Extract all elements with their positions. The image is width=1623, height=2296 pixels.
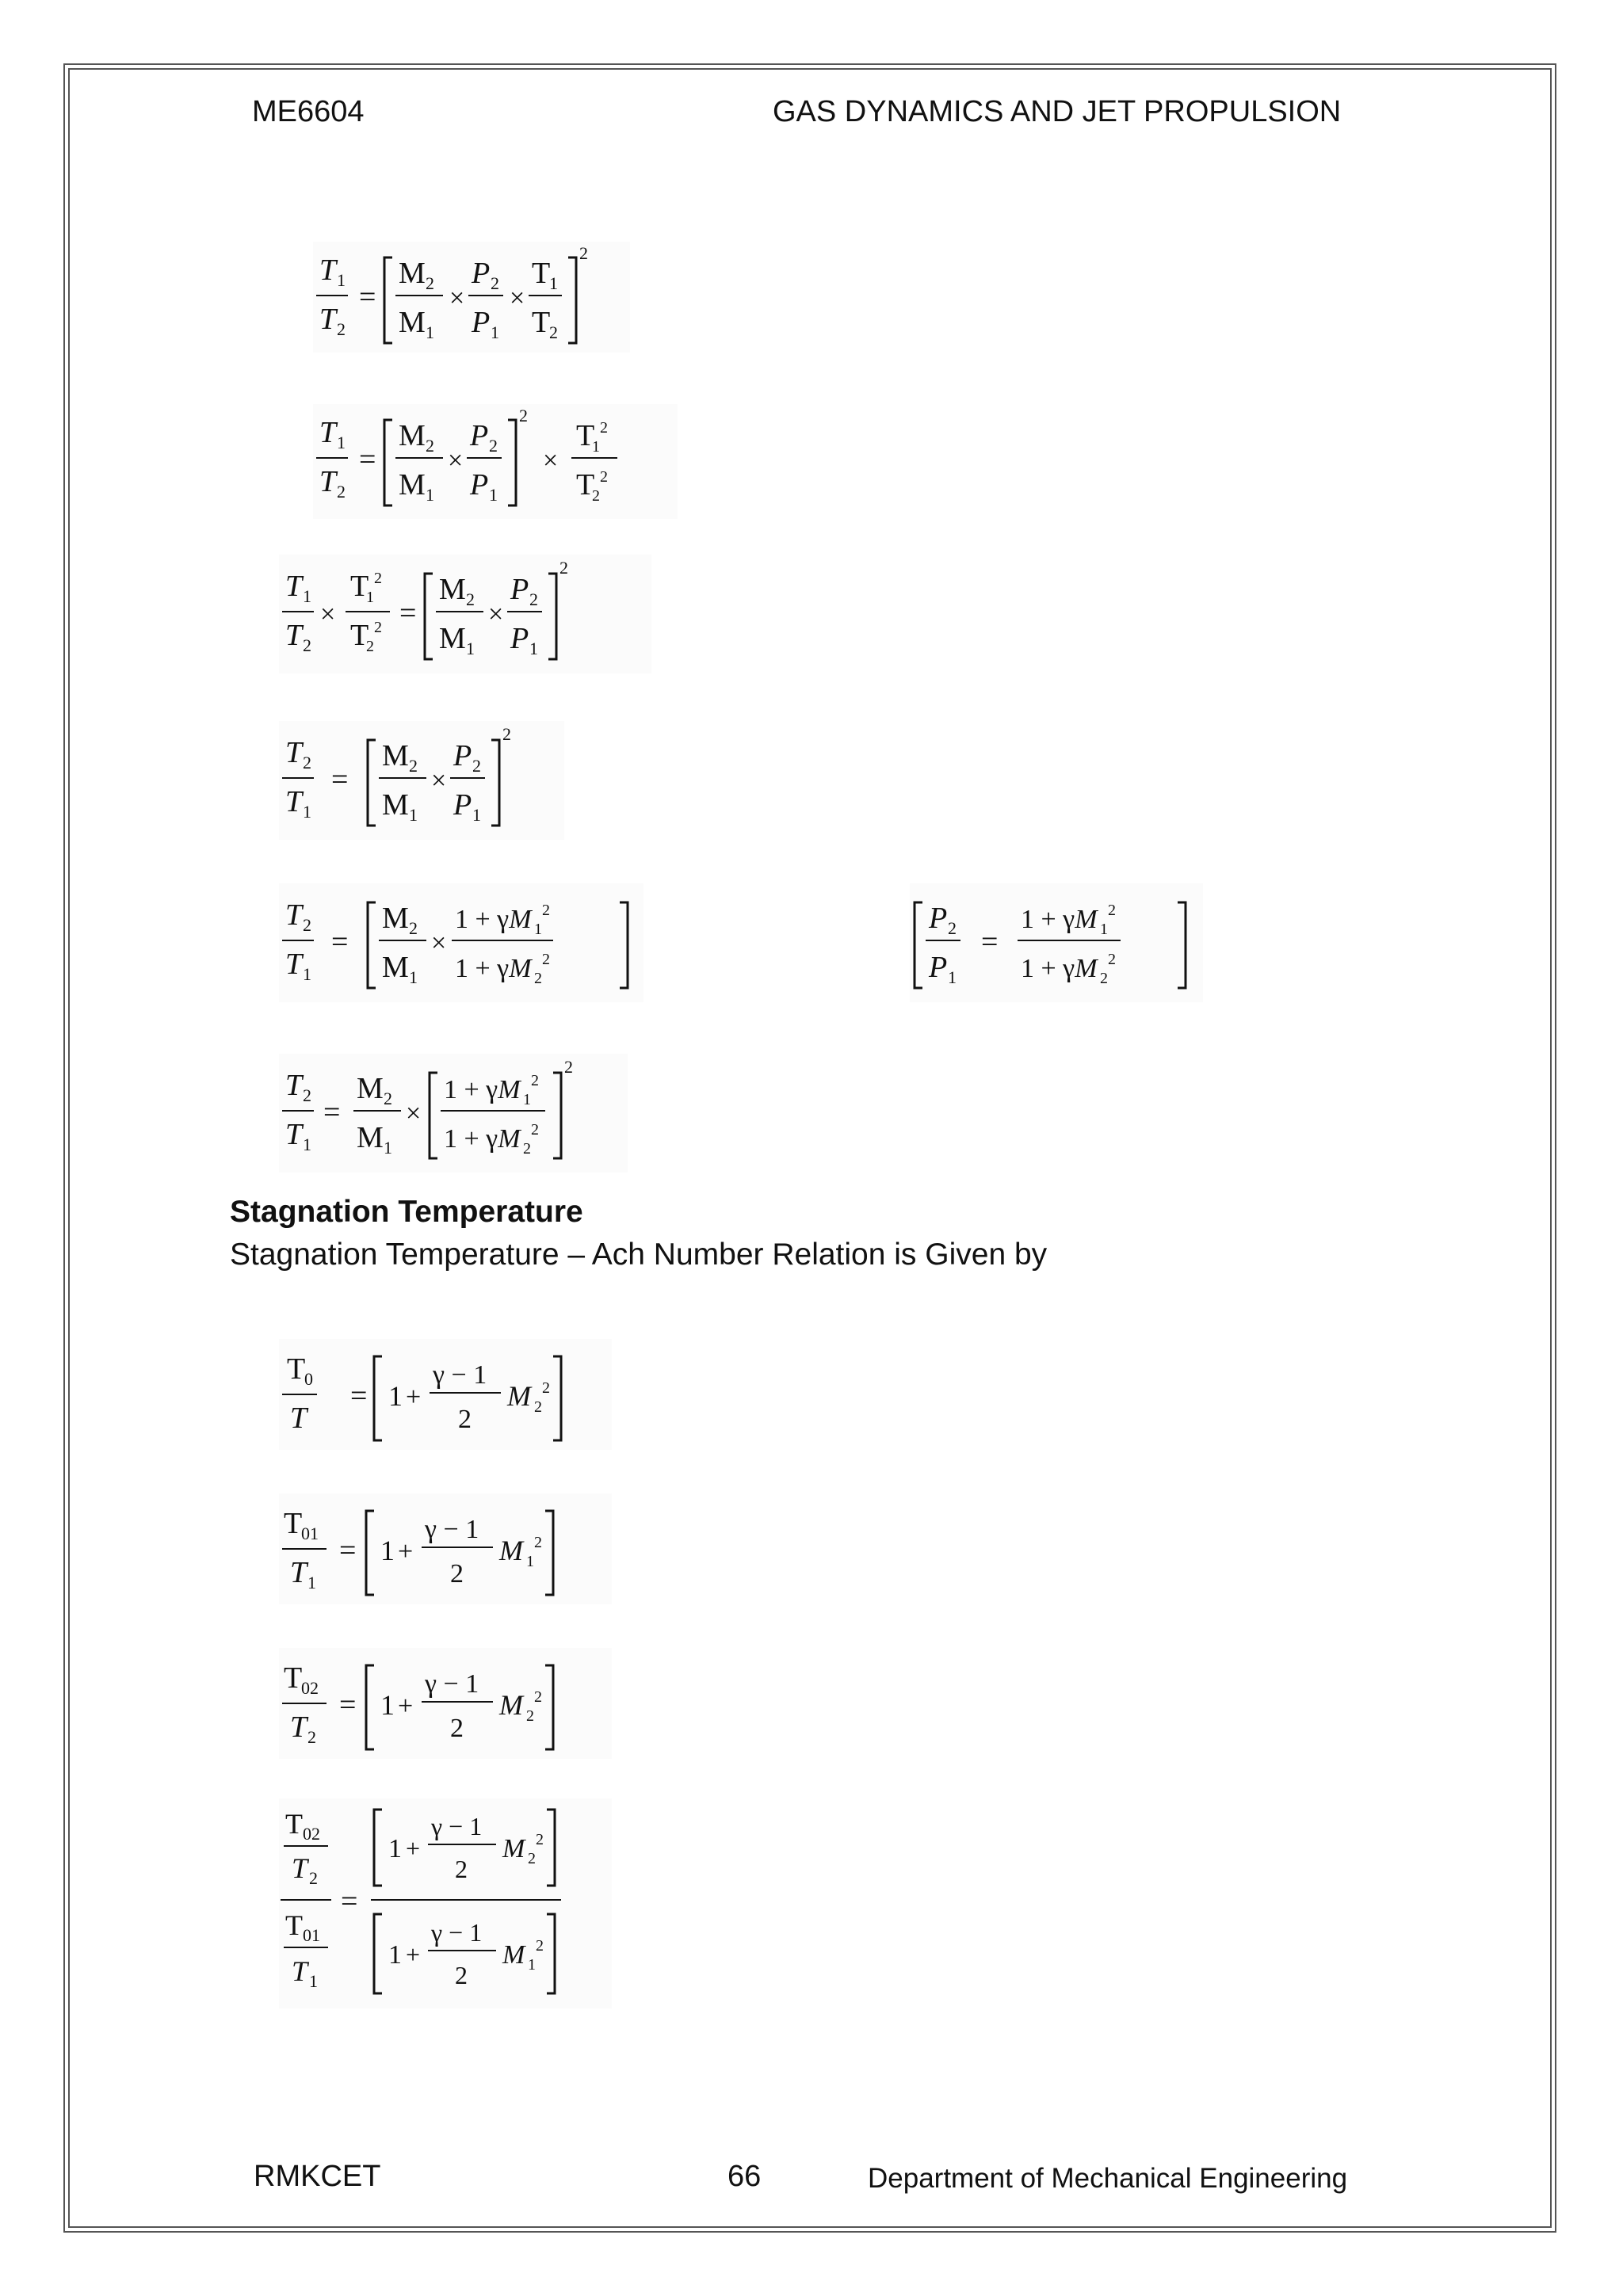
svg-text:M: M — [382, 902, 409, 935]
svg-text:2: 2 — [528, 1850, 536, 1867]
svg-text:T: T — [285, 570, 303, 603]
svg-text:T: T — [292, 1852, 308, 1884]
svg-text:1: 1 — [426, 322, 434, 342]
equation-5-pressure-ratio-svg — [910, 883, 1203, 1002]
header-course-code: ME6604 — [252, 95, 365, 128]
svg-text:=: = — [359, 443, 376, 476]
svg-text:1: 1 — [303, 586, 311, 606]
svg-text:T: T — [284, 1507, 303, 1540]
svg-text:2: 2 — [374, 570, 382, 587]
svg-text:2: 2 — [519, 406, 528, 425]
svg-text:01: 01 — [301, 1524, 319, 1543]
svg-text:T: T — [290, 1556, 307, 1589]
svg-text:2: 2 — [426, 273, 434, 293]
svg-text:M: M — [357, 1121, 384, 1154]
section-heading: Stagnation Temperature — [230, 1195, 583, 1229]
svg-text:×: × — [431, 929, 447, 958]
svg-text:=: = — [399, 597, 417, 630]
svg-text:2: 2 — [472, 756, 481, 776]
equation-9 — [279, 1648, 612, 1759]
svg-text:=: = — [981, 925, 999, 959]
equation-2 — [313, 404, 678, 519]
svg-text:2: 2 — [534, 1534, 542, 1551]
svg-text:T: T — [287, 1352, 306, 1386]
svg-text:T: T — [576, 468, 595, 502]
svg-text:P: P — [470, 468, 489, 502]
svg-text:1: 1 — [337, 433, 346, 452]
svg-text:2: 2 — [426, 436, 434, 456]
equation-5-svg — [279, 883, 643, 1002]
svg-text:1: 1 — [549, 273, 558, 293]
equation-6-svg — [279, 1054, 628, 1173]
svg-text:M: M — [399, 419, 426, 452]
svg-text:2: 2 — [549, 322, 558, 342]
svg-text:1: 1 — [409, 967, 418, 987]
svg-text:=: = — [331, 925, 349, 959]
svg-text:×: × — [431, 766, 447, 795]
svg-text:1: 1 — [529, 639, 538, 658]
equation-7 — [279, 1339, 612, 1450]
svg-text:M: M — [357, 1072, 384, 1105]
svg-text:1: 1 — [309, 1971, 318, 1991]
svg-text:1 + γM: 1 + γM — [444, 1124, 521, 1154]
svg-text:2: 2 — [534, 1398, 542, 1416]
svg-text:1: 1 — [489, 485, 498, 505]
svg-text:T: T — [292, 1955, 308, 1987]
svg-text:2: 2 — [542, 1379, 550, 1397]
svg-text:2: 2 — [534, 970, 542, 987]
svg-text:M: M — [439, 622, 466, 655]
svg-text:×: × — [510, 284, 525, 313]
svg-text:1: 1 — [523, 1091, 531, 1108]
svg-text:1: 1 — [388, 1834, 402, 1863]
equation-6 — [279, 1054, 628, 1173]
svg-text:2: 2 — [303, 1085, 311, 1105]
svg-text:2: 2 — [1108, 902, 1116, 919]
equation-3-svg — [279, 555, 651, 673]
svg-text:1 + γM: 1 + γM — [444, 1075, 521, 1104]
svg-text:2: 2 — [523, 1140, 531, 1158]
svg-text:×: × — [406, 1099, 422, 1128]
svg-text:2: 2 — [526, 1707, 534, 1725]
svg-text:1 + γM: 1 + γM — [1021, 905, 1098, 934]
svg-text:M: M — [502, 1940, 525, 1970]
svg-text:×: × — [488, 600, 504, 629]
svg-text:M: M — [507, 1380, 531, 1412]
svg-text:=: = — [339, 1534, 357, 1567]
svg-text:1: 1 — [592, 438, 600, 456]
svg-text:1: 1 — [528, 1956, 536, 1974]
svg-text:+: + — [406, 1383, 422, 1412]
svg-text:1: 1 — [307, 1573, 316, 1592]
svg-text:2: 2 — [309, 1868, 318, 1888]
svg-text:+: + — [398, 1537, 414, 1566]
svg-text:2: 2 — [491, 273, 499, 293]
svg-text:M: M — [439, 573, 466, 606]
svg-text:2: 2 — [409, 918, 418, 938]
svg-text:2: 2 — [307, 1727, 316, 1747]
svg-text:P: P — [929, 951, 948, 984]
svg-text:1: 1 — [388, 1940, 402, 1970]
svg-text:1: 1 — [337, 270, 346, 290]
svg-text:1: 1 — [303, 802, 311, 822]
section-intro-text: Stagnation Temperature – Ach Number Relation is Given by — [230, 1238, 1048, 1272]
svg-text:1 + γM: 1 + γM — [1021, 954, 1098, 983]
svg-text:T: T — [285, 619, 303, 652]
svg-text:+: + — [406, 1940, 421, 1969]
equation-1-svg — [313, 242, 630, 353]
svg-text:2: 2 — [1100, 970, 1108, 987]
svg-text:P: P — [510, 622, 529, 655]
svg-text:2: 2 — [542, 902, 550, 919]
svg-text:2: 2 — [366, 638, 374, 655]
svg-text:T: T — [576, 419, 595, 452]
svg-text:2: 2 — [531, 1072, 539, 1089]
svg-text:γ − 1: γ − 1 — [431, 1812, 483, 1840]
svg-text:=: = — [339, 1688, 357, 1722]
svg-text:M: M — [502, 1834, 525, 1863]
svg-text:1 + γM: 1 + γM — [455, 954, 532, 983]
svg-text:2: 2 — [458, 1405, 472, 1434]
footer-institution: RMKCET — [254, 2160, 381, 2193]
svg-text:1 + γM: 1 + γM — [455, 905, 532, 934]
svg-text:=: = — [331, 763, 349, 796]
svg-text:T: T — [290, 1402, 307, 1435]
svg-text:γ − 1: γ − 1 — [433, 1360, 487, 1390]
footer-page-number: 66 — [727, 2160, 762, 2193]
svg-text:P: P — [470, 419, 489, 452]
svg-text:M: M — [382, 951, 409, 984]
svg-text:1: 1 — [384, 1138, 392, 1158]
svg-text:1: 1 — [534, 921, 542, 938]
svg-text:2: 2 — [384, 1089, 392, 1108]
svg-text:2: 2 — [600, 419, 608, 437]
svg-text:2: 2 — [534, 1688, 542, 1706]
svg-text:1: 1 — [380, 1535, 395, 1566]
svg-text:2: 2 — [502, 724, 511, 744]
svg-text:2: 2 — [450, 1559, 464, 1589]
equation-8-svg — [279, 1493, 612, 1604]
svg-text:T: T — [285, 1909, 303, 1941]
svg-text:1: 1 — [303, 1135, 311, 1154]
svg-text:T: T — [319, 465, 337, 498]
svg-text:×: × — [320, 600, 336, 629]
svg-text:T: T — [532, 257, 551, 290]
svg-text:P: P — [472, 257, 491, 290]
equation-1 — [313, 242, 630, 353]
svg-text:+: + — [406, 1834, 421, 1863]
svg-text:2: 2 — [455, 1961, 468, 1989]
svg-text:2: 2 — [536, 1831, 544, 1848]
header-course-title: GAS DYNAMICS AND JET PROPULSION — [773, 95, 1342, 128]
equation-5-pressure-ratio — [910, 883, 1203, 1002]
svg-text:M: M — [499, 1535, 523, 1566]
svg-text:2: 2 — [409, 756, 418, 776]
svg-text:M: M — [382, 739, 409, 772]
svg-text:2: 2 — [303, 915, 311, 935]
svg-text:T: T — [285, 736, 303, 769]
svg-text:1: 1 — [1100, 921, 1108, 938]
footer-department: Department of Mechanical Engineering — [868, 2163, 1348, 2194]
svg-text:T: T — [319, 303, 337, 336]
svg-text:T: T — [350, 619, 369, 652]
equation-3 — [279, 555, 651, 673]
svg-text:T: T — [319, 254, 337, 287]
svg-text:γ − 1: γ − 1 — [431, 1918, 483, 1947]
svg-text:T: T — [350, 570, 369, 603]
svg-text:P: P — [453, 739, 472, 772]
svg-text:T: T — [285, 1118, 303, 1151]
svg-text:2: 2 — [374, 619, 382, 636]
svg-text:M: M — [399, 306, 426, 339]
svg-text:1: 1 — [472, 805, 481, 825]
svg-text:2: 2 — [337, 482, 346, 502]
svg-text:1: 1 — [426, 485, 434, 505]
svg-text:T: T — [285, 1808, 303, 1840]
svg-text:+: + — [398, 1691, 414, 1721]
svg-text:M: M — [499, 1689, 523, 1721]
equation-7-svg — [279, 1339, 612, 1450]
svg-text:T: T — [284, 1661, 303, 1695]
svg-text:2: 2 — [489, 436, 498, 456]
svg-text:1: 1 — [409, 805, 418, 825]
svg-text:P: P — [472, 306, 491, 339]
svg-text:2: 2 — [948, 918, 957, 938]
equation-10 — [279, 1798, 612, 2008]
svg-text:1: 1 — [388, 1380, 403, 1412]
svg-text:1: 1 — [491, 322, 499, 342]
svg-text:=: = — [341, 1885, 358, 1918]
equation-4-svg — [279, 721, 564, 840]
svg-text:1: 1 — [303, 964, 311, 984]
svg-text:02: 02 — [301, 1678, 319, 1698]
svg-text:1: 1 — [366, 589, 374, 606]
svg-text:2: 2 — [592, 487, 600, 505]
svg-text:M: M — [382, 788, 409, 822]
svg-text:×: × — [543, 446, 559, 475]
svg-text:0: 0 — [304, 1369, 313, 1389]
svg-text:01: 01 — [303, 1925, 320, 1945]
svg-text:02: 02 — [303, 1824, 320, 1844]
svg-text:=: = — [350, 1379, 368, 1413]
svg-text:2: 2 — [536, 1937, 544, 1955]
svg-text:2: 2 — [1108, 951, 1116, 968]
svg-text:2: 2 — [600, 468, 608, 486]
equation-9-svg — [279, 1648, 612, 1759]
svg-text:1: 1 — [526, 1553, 534, 1570]
svg-text:T: T — [532, 306, 551, 339]
svg-text:γ − 1: γ − 1 — [425, 1669, 479, 1699]
svg-text:2: 2 — [455, 1855, 468, 1883]
equation-5 — [279, 883, 643, 1002]
svg-text:2: 2 — [303, 753, 311, 772]
svg-text:M: M — [399, 257, 426, 290]
svg-text:2: 2 — [564, 1057, 573, 1077]
svg-text:T: T — [319, 416, 337, 449]
svg-text:2: 2 — [559, 558, 568, 578]
svg-text:2: 2 — [450, 1714, 464, 1743]
svg-text:2: 2 — [542, 951, 550, 968]
svg-text:T: T — [285, 785, 303, 818]
svg-text:×: × — [449, 284, 465, 313]
svg-text:P: P — [510, 573, 529, 606]
svg-text:T: T — [285, 948, 303, 981]
svg-text:=: = — [359, 280, 376, 314]
equation-8 — [279, 1493, 612, 1604]
svg-text:×: × — [448, 446, 464, 475]
svg-text:=: = — [323, 1096, 341, 1129]
svg-text:2: 2 — [529, 589, 538, 609]
svg-text:1: 1 — [466, 639, 475, 658]
svg-text:2: 2 — [579, 243, 588, 263]
svg-text:2: 2 — [466, 589, 475, 609]
svg-text:T: T — [285, 898, 303, 932]
svg-text:T: T — [285, 1069, 303, 1102]
svg-text:M: M — [399, 468, 426, 502]
equation-10-svg — [279, 1798, 612, 2008]
svg-text:P: P — [453, 788, 472, 822]
svg-text:1: 1 — [380, 1689, 395, 1721]
svg-text:2: 2 — [303, 635, 311, 655]
svg-text:1: 1 — [948, 967, 957, 987]
equation-2-svg — [313, 404, 678, 519]
svg-text:2: 2 — [337, 319, 346, 339]
svg-text:γ − 1: γ − 1 — [425, 1515, 479, 1544]
svg-text:T: T — [290, 1711, 307, 1744]
svg-text:P: P — [929, 902, 948, 935]
svg-text:2: 2 — [531, 1121, 539, 1138]
equation-4 — [279, 721, 564, 840]
